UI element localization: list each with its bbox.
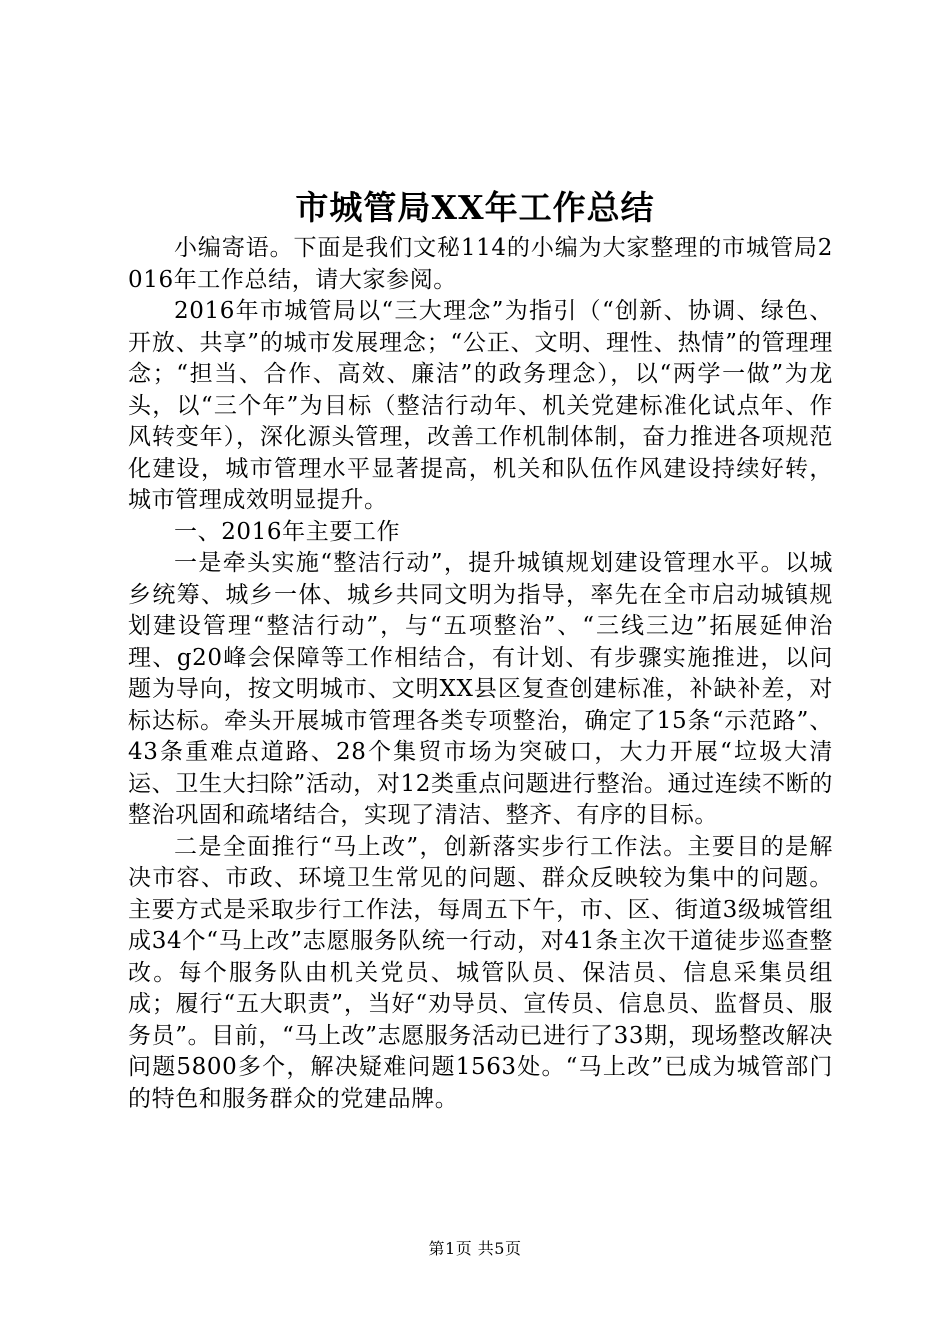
document-title: 市城管局XX年工作总结 <box>295 188 655 227</box>
item-one-paragraph: 一是牵头实施“整洁行动”，提升城镇规划建设管理水平。以城乡统筹、城乡一体、城乡共同文明为指导，率先在全市启动城镇规划建设管理“整洁行动”，与“五项整治”、“三线三边”拓展延伸治理、g20峰会保障等工作相结合，有计划、有步骤实施推进，以问题为导向，按文明城市、文明XX县区复查创建标准，补缺补差，对标达标。牵头开展城市管理各类专项整治，确定了15条“示范路”、43条重难点道路、28个集贸市场为突破口，大力开展“垃圾大清运、卫生大扫除”活动，对12类重点问题进行整治。通过连续不断的整治巩固和疏堵结合，实现了清洁、整齐、有序的目标。 <box>128 550 833 828</box>
item-two-paragraph: 二是全面推行“马上改”，创新落实步行工作法。主要目的是解决市容、市政、环境卫生常见的问题、群众反映较为集中的问题。主要方式是采取步行工作法，每周五下午，市、区、街道3级城管组成34个“马上改”志愿服务队统一行动，对41条主次干道徒步巡查整改。每个服务队由机关党员、城管队员、保洁员、信息采集员组成；履行“五大职责”，当好“劝导员、宣传员、信息员、监督员、服务员”。目前，“马上改”志愿服务活动已进行了33期，现场整改解决问题5800多个，解决疑难问题1563处。“马上改”已成为城管部门的特色和服务群众的党建品牌。 <box>128 833 833 1112</box>
page-footer: 第1页 共5页 <box>428 1239 522 1258</box>
document-body <box>128 233 833 1115</box>
section-heading: 一、2016年主要工作 <box>174 518 401 545</box>
summary-paragraph: 2016年市城管局以“三大理念”为指引（“创新、协调、绿色、开放、共享”的城市发展理念；“公正、文明、理性、热情”的管理理念；“担当、合作、高效、廉洁”的政务理念），以“两学一做”为龙头，以“三个年”为目标（整洁行动年、机关党建标准化试点年、作风转变年），深化源头管理，改善工作机制体制，奋力推进各项规范化建设，城市管理水平显著提高，机关和队伍作风建设持续好转，城市管理成效明显提升。 <box>128 298 833 513</box>
intro-paragraph: 小编寄语。下面是我们文秘114的小编为大家整理的市城管局2016年工作总结，请大家参阅。 <box>128 235 833 293</box>
